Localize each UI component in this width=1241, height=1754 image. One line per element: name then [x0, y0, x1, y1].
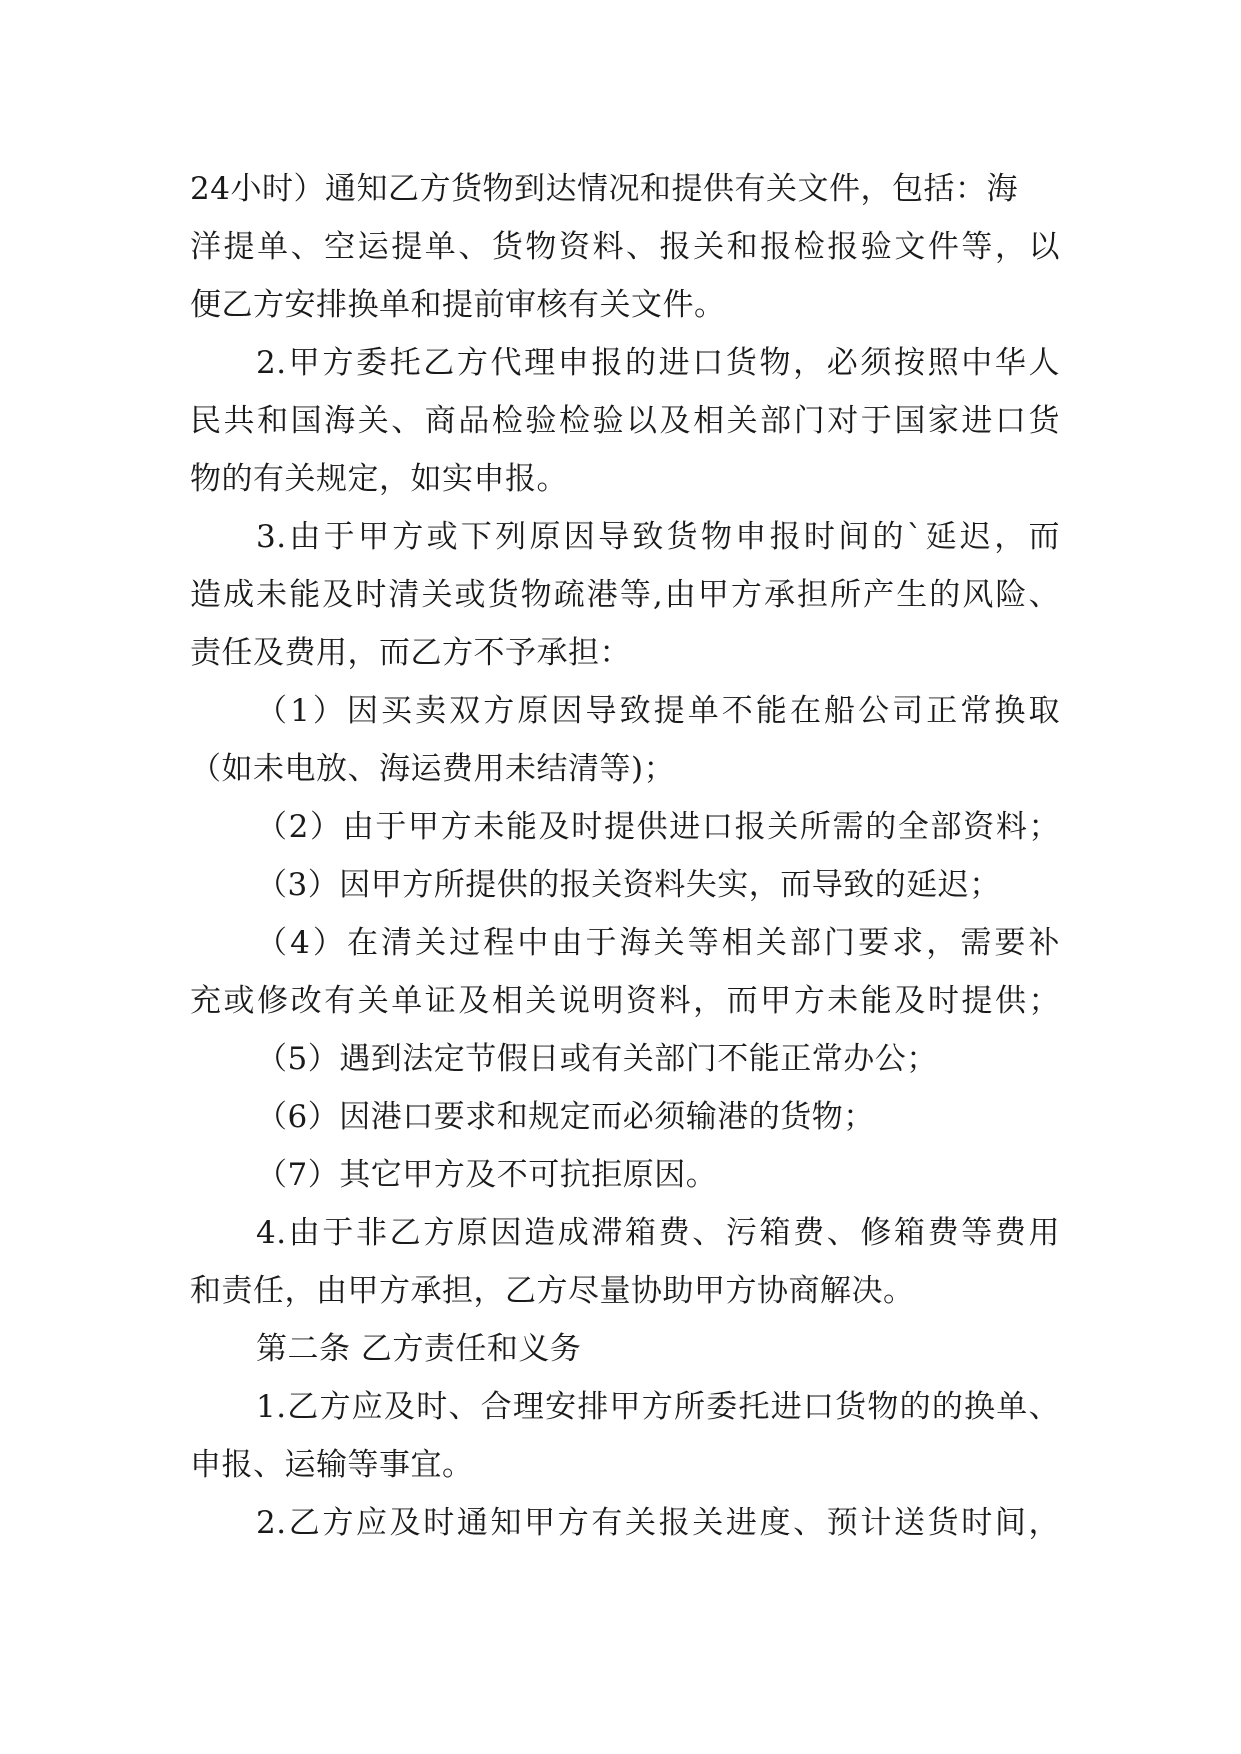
- text-line-16: （5）遇到法定节假日或有关部门不能正常办公；: [256, 1041, 938, 1077]
- text-line-18: （7）其它甲方及不可抗拒原因。: [256, 1157, 718, 1193]
- text-line-12: （2）由于甲方未能及时提供进口报关所需的全部资料；: [256, 809, 1060, 845]
- text-line-1: 24小时）通知乙方货物到达情况和提供有关文件，包括：海: [190, 171, 1018, 207]
- text-line-4: 2.甲方委托乙方代理申报的进口货物，必须按照中华人: [256, 345, 1060, 381]
- text-line-11: （如未电放、海运费用未结清等)；: [190, 751, 676, 787]
- text-line-8: 造成未能及时清关或货物疏港等,由甲方承担所产生的风险、: [190, 577, 1060, 613]
- text-line-24: 2.乙方应及时通知甲方有关报关进度、预计送货时间，: [256, 1505, 1060, 1541]
- text-line-2: 洋提单、空运提单、货物资料、报关和报检报验文件等，以: [190, 229, 1060, 265]
- text-line-7: 3.由于甲方或下列原因导致货物申报时间的`延迟，而: [256, 519, 1060, 555]
- text-line-19: 4.由于非乙方原因造成滞箱费、污箱费、修箱费等费用: [256, 1215, 1060, 1251]
- section-heading: 第二条 乙方责任和义务: [256, 1331, 582, 1367]
- document-body: [190, 160, 1060, 1552]
- text-line-9: 责任及费用，而乙方不予承担：: [190, 635, 631, 671]
- text-line-17: （6）因港口要求和规定而必须输港的货物；: [256, 1099, 875, 1135]
- text-line-10: （1）因买卖双方原因导致提单不能在船公司正常换取: [256, 693, 1060, 729]
- text-line-22: 1.乙方应及时、合理安排甲方所委托进口货物的的换单、: [256, 1389, 1060, 1425]
- text-line-15: 充或修改有关单证及相关说明资料，而甲方未能及时提供；: [190, 983, 1060, 1019]
- text-line-20: 和责任，由甲方承担，乙方尽量协助甲方协商解决。: [190, 1273, 915, 1309]
- text-line-3: 便乙方安排换单和提前审核有关文件。: [190, 287, 726, 323]
- text-line-5: 民共和国海关、商品检验检验以及相关部门对于国家进口货: [190, 403, 1060, 439]
- text-line-23: 申报、运输等事宜。: [190, 1447, 474, 1483]
- text-line-14: （4）在清关过程中由于海关等相关部门要求，需要补: [256, 925, 1060, 961]
- text-line-6: 物的有关规定，如实申报。: [190, 461, 568, 497]
- text-line-13: （3）因甲方所提供的报关资料失实，而导致的延迟；: [256, 867, 1001, 903]
